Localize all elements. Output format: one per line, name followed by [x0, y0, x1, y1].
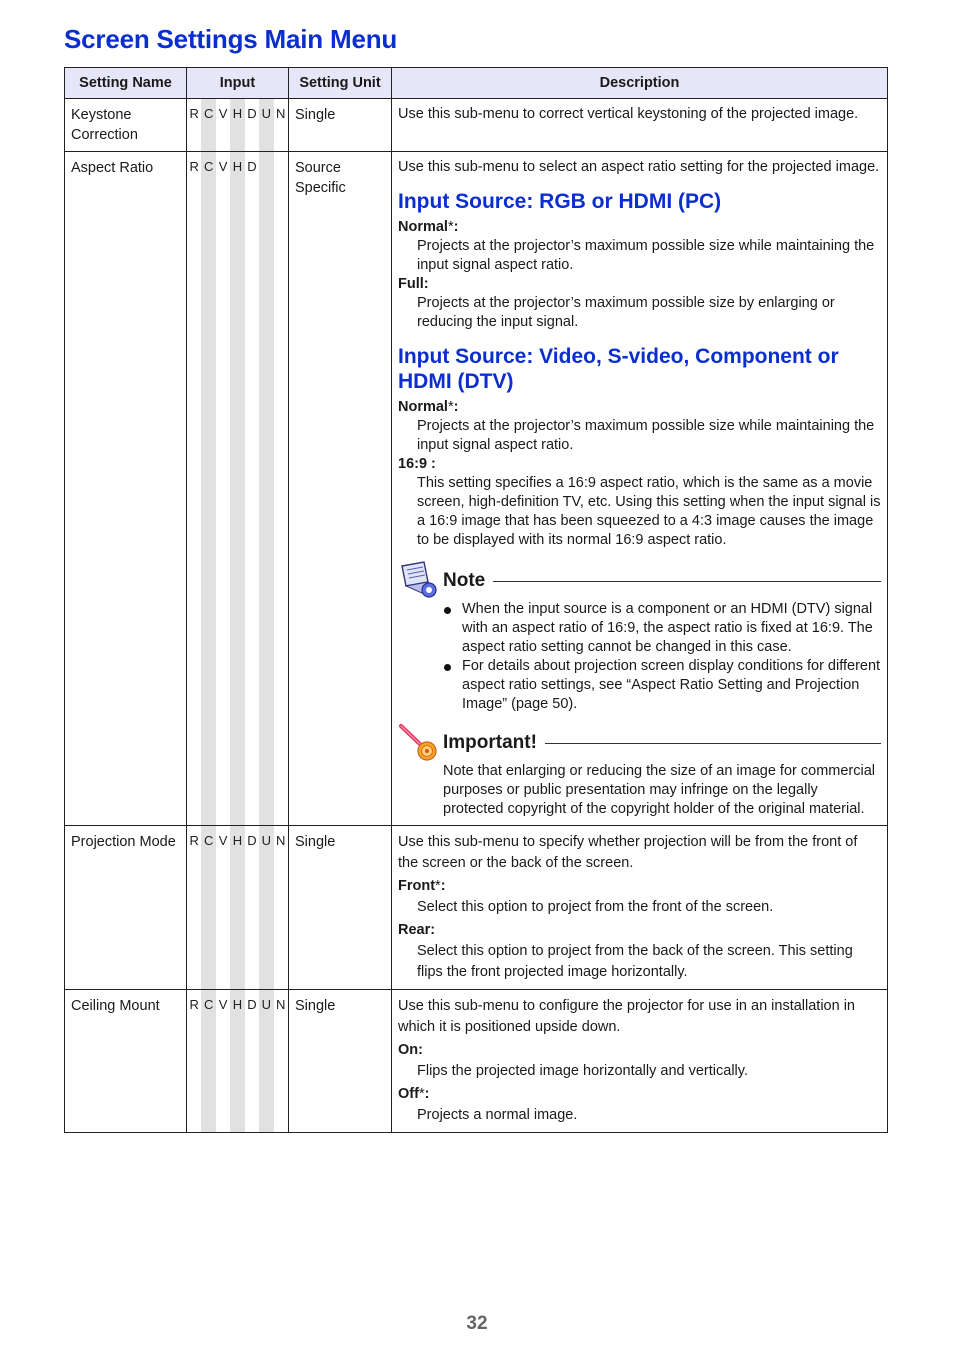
- important-label: Important!: [443, 731, 537, 753]
- note-header: [398, 560, 881, 600]
- section-heading-rgb: Input Source: RGB or HDMI (PC): [398, 190, 722, 213]
- option-label-on: On:: [398, 1042, 423, 1058]
- setting-name: Ceiling Mount: [65, 990, 187, 1133]
- input-letter: N: [276, 106, 286, 121]
- input-stripe: [187, 826, 201, 989]
- section-heading-video: Input Source: Video, S-video, Component or HDMI (DTV): [398, 345, 839, 393]
- input-stripe: [245, 152, 259, 825]
- setting-unit: Source Specific: [289, 152, 392, 826]
- page-number: 32: [466, 1313, 488, 1334]
- input-stripe: [187, 152, 201, 825]
- option-body: Select this option to project from the front of the screen.: [417, 899, 774, 915]
- header-setting-unit: Setting Unit: [289, 68, 392, 99]
- input-letter: U: [261, 106, 272, 121]
- input-stripe: [230, 152, 244, 825]
- input-letter: V: [218, 159, 228, 174]
- input-stripe: [201, 152, 215, 825]
- setting-name: Keystone Correction: [65, 99, 187, 152]
- description: [392, 990, 888, 1133]
- description: [392, 826, 888, 990]
- important-header: [398, 722, 881, 762]
- option-label-front: Front*:: [398, 878, 446, 894]
- option-label-rear: Rear:: [398, 922, 436, 938]
- input-letter: N: [276, 833, 286, 848]
- input-letter: D: [247, 997, 257, 1012]
- input-letter: V: [218, 833, 228, 848]
- option-label-full: Full:: [398, 276, 429, 292]
- option-body: This setting specifies a 16:9 aspect ratio, which is the same as a movie screen, high-definition TV, etc. Using this setting when the input signal is a 16:9 image that has been squeezed to a 4:3 image causes the image to be displayed with its normal 16:9 aspect ratio.: [417, 475, 881, 548]
- setting-unit: Single: [289, 826, 392, 990]
- input-letter: C: [203, 106, 214, 121]
- option-body: Projects at the projector’s maximum possible size while maintaining the input signal aspect ratio.: [417, 238, 875, 273]
- settings-table: [64, 67, 888, 1133]
- option-label-normal: Normal*:: [398, 219, 459, 235]
- input-stripe: [201, 826, 215, 989]
- setting-name: Projection Mode: [65, 826, 187, 990]
- table-row: [65, 990, 888, 1133]
- input-stripe: [230, 826, 244, 989]
- input-letter: U: [261, 997, 272, 1012]
- input-letter: U: [261, 833, 272, 848]
- setting-unit: Single: [289, 990, 392, 1133]
- header-input: Input: [187, 68, 289, 99]
- description-intro: Use this sub-menu to select an aspect ratio setting for the projected image.: [398, 159, 880, 175]
- input-letter: V: [218, 997, 228, 1012]
- table-row: [65, 152, 888, 826]
- input-indicator: [187, 99, 289, 152]
- input-letter: R: [189, 106, 199, 121]
- important-icon: [398, 722, 442, 762]
- input-letter: C: [203, 159, 214, 174]
- input-letter: H: [232, 106, 243, 121]
- input-letter: D: [247, 106, 257, 121]
- input-letter: N: [276, 997, 286, 1012]
- option-body: Projects a normal image.: [417, 1107, 578, 1123]
- description-intro: Use this sub-menu to specify whether projection will be from the front of the screen or the back of the screen.: [398, 834, 858, 871]
- input-letter: R: [189, 833, 199, 848]
- header-description: Description: [392, 68, 888, 99]
- setting-name: Aspect Ratio: [65, 152, 187, 826]
- input-letter: [259, 159, 273, 174]
- input-stripe: [245, 826, 259, 989]
- input-letter: H: [232, 997, 243, 1012]
- description-intro: Use this sub-menu to correct vertical keystoning of the projected image.: [398, 106, 859, 122]
- input-letters: [187, 997, 288, 1012]
- input-letters: [187, 106, 288, 121]
- description-intro: Use this sub-menu to configure the projector for use in an installation in which it is positioned upside down.: [398, 998, 855, 1035]
- input-letters: [187, 159, 288, 174]
- input-indicator: [187, 826, 289, 990]
- header-setting-name: Setting Name: [65, 68, 187, 99]
- input-stripe: [216, 826, 230, 989]
- important-text: Note that enlarging or reducing the size of an image for commercial purposes or public presentation may infringe on the legally protected copyright of the copyright holder of the original material.: [443, 763, 875, 817]
- input-letter: H: [232, 833, 243, 848]
- input-letter: R: [189, 159, 199, 174]
- input-letter: V: [218, 106, 228, 121]
- divider: [493, 581, 881, 582]
- input-letters: [187, 833, 288, 848]
- input-letter: R: [189, 997, 199, 1012]
- option-label-normal: Normal*:: [398, 399, 459, 415]
- setting-unit: Single: [289, 99, 392, 152]
- option-body: Select this option to project from the back of the screen. This setting flips the front projected image horizontally.: [417, 943, 853, 980]
- input-indicator: [187, 152, 289, 826]
- input-stripe: [274, 826, 288, 989]
- list-item: For details about projection screen display conditions for different aspect ratio settings, see “Aspect Ratio Setting and Projection Image” (page 50).: [443, 657, 881, 714]
- input-letter: [274, 159, 288, 174]
- input-stripe: [259, 152, 273, 825]
- note-label: Note: [443, 569, 486, 591]
- note-list: [443, 600, 881, 714]
- input-letter: D: [247, 159, 257, 174]
- input-stripes: [187, 152, 288, 825]
- note-icon: [398, 560, 442, 600]
- input-stripes: [187, 826, 288, 989]
- option-label-off: Off*:: [398, 1086, 430, 1102]
- table-row: [65, 826, 888, 990]
- input-letter: C: [203, 833, 214, 848]
- table-row: [65, 99, 888, 152]
- list-item: When the input source is a component or an HDMI (DTV) signal with an aspect ratio of 16:9, the aspect ratio is fixed at 16:9. The aspect ratio setting cannot be changed in this case.: [443, 600, 881, 657]
- option-body: Projects at the projector’s maximum possible size while maintaining the input signal aspect ratio.: [417, 418, 875, 453]
- input-letter: D: [247, 833, 257, 848]
- option-body: Projects at the projector’s maximum possible size by enlarging or reducing the input signal.: [417, 295, 835, 330]
- option-body: Flips the projected image horizontally and vertically.: [417, 1063, 748, 1079]
- description: [392, 152, 888, 826]
- divider: [545, 743, 881, 744]
- option-label-16-9: 16:9 :: [398, 456, 436, 472]
- input-letter: C: [203, 997, 214, 1012]
- input-stripe: [259, 826, 273, 989]
- input-stripe: [274, 152, 288, 825]
- description: [392, 99, 888, 152]
- input-letter: H: [232, 159, 243, 174]
- table-header-row: [65, 68, 888, 99]
- page-title: Screen Settings Main Menu: [64, 24, 398, 54]
- input-indicator: [187, 990, 289, 1133]
- input-stripe: [216, 152, 230, 825]
